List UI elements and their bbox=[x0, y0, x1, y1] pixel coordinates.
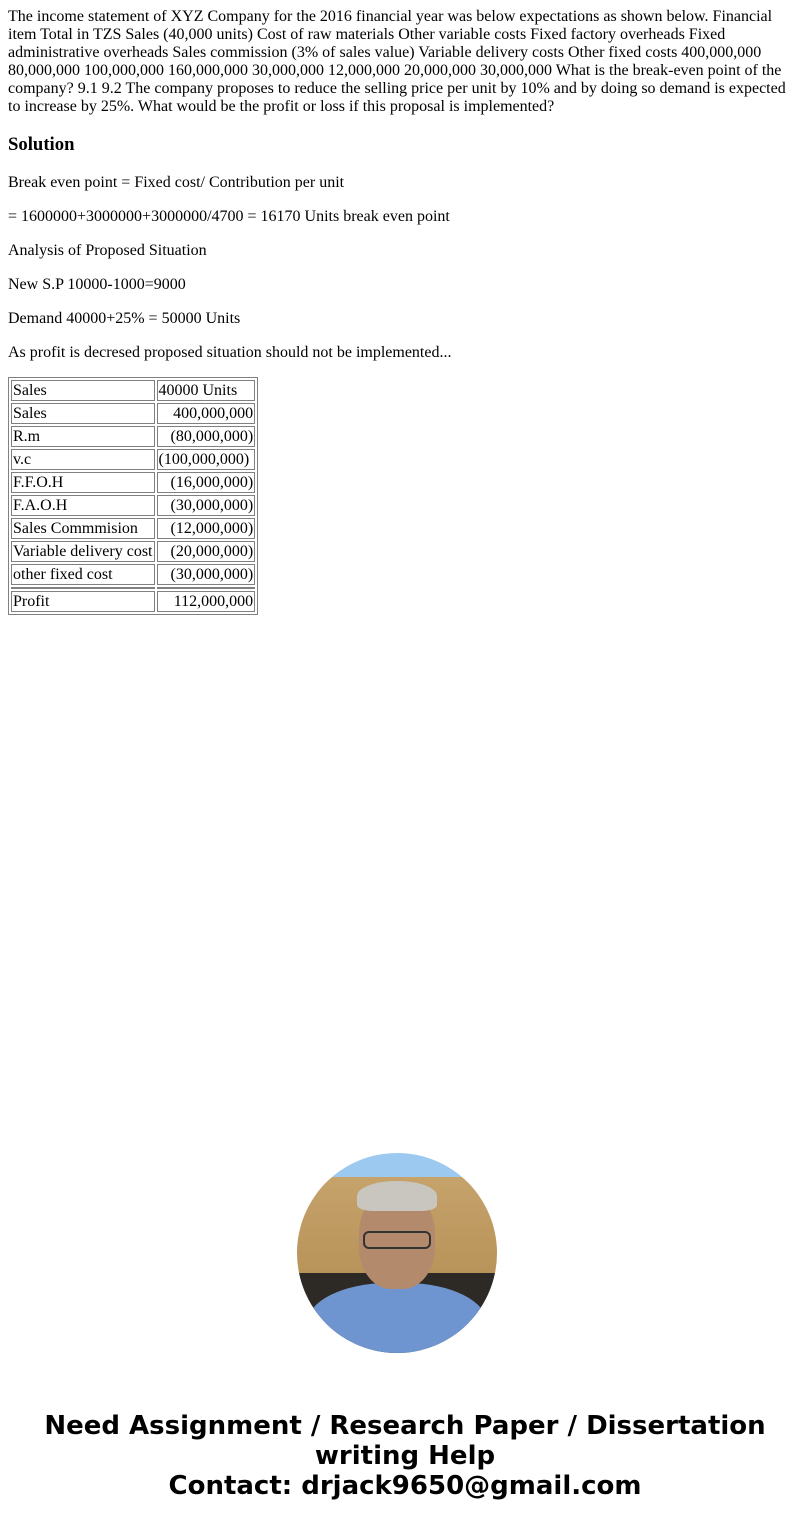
avatar-glasses bbox=[363, 1231, 431, 1249]
table-row bbox=[11, 518, 255, 539]
table-cell: v.c bbox=[11, 449, 155, 470]
table-cell: F.A.O.H bbox=[11, 495, 155, 516]
table-cell: Profit bbox=[11, 591, 155, 612]
solution-paragraph: As profit is decresed proposed situation should not be implemented... bbox=[8, 344, 452, 361]
table-row bbox=[11, 403, 255, 424]
table-cell: (12,000,000) bbox=[157, 518, 256, 539]
solution-paragraph: Analysis of Proposed Situation bbox=[8, 242, 207, 259]
contact-banner bbox=[8, 1411, 794, 1501]
banner-line: Need Assignment / Research Paper / Dissertation bbox=[44, 1411, 766, 1441]
solution-paragraph: = 1600000+3000000+3000000/4700 = 16170 Units break even point bbox=[8, 208, 450, 225]
table-spacer-row bbox=[11, 587, 255, 589]
table-cell: Sales Commmision bbox=[11, 518, 155, 539]
table-cell: (30,000,000) bbox=[157, 564, 256, 585]
table-cell: Sales bbox=[11, 403, 155, 424]
table-row bbox=[11, 472, 255, 493]
table-cell: 112,000,000 bbox=[157, 591, 256, 612]
table-total-row bbox=[11, 591, 255, 612]
table-cell: (16,000,000) bbox=[157, 472, 256, 493]
table-cell: 40000 Units bbox=[157, 380, 256, 401]
avatar-hair bbox=[357, 1181, 437, 1211]
profit-table bbox=[8, 377, 258, 615]
solution-paragraph: Break even point = Fixed cost/ Contribution per unit bbox=[8, 174, 345, 191]
table-cell: Sales bbox=[11, 380, 155, 401]
banner-line: writing Help bbox=[314, 1441, 496, 1471]
table-row bbox=[11, 495, 255, 516]
table-cell bbox=[11, 587, 155, 589]
table-row bbox=[11, 541, 255, 562]
author-avatar-photo bbox=[297, 1153, 497, 1353]
table-row bbox=[11, 380, 255, 401]
table-cell: (30,000,000) bbox=[157, 495, 256, 516]
table-cell: R.m bbox=[11, 426, 155, 447]
table-cell: (80,000,000) bbox=[157, 426, 256, 447]
table-cell: (20,000,000) bbox=[157, 541, 256, 562]
table-cell: other fixed cost bbox=[11, 564, 155, 585]
question-text: The income statement of XYZ Company for the 2016 financial year was below expectations as shown below. Financial item Total in TZS Sales (40,000 units) Cost of raw materials Other variable costs Fixed factory overheads Fixed administrative overheads Sales commission (3% of sales value) Variable delivery costs Other fixed costs 400,000,000 80,000,000 100,000,000 160,000,000 30,000,000 12,000,000 20,000,000 30,000,000 What is the break-even point of the company? 9.1 9.2 The company proposes to reduce the selling price per unit by 10% and by doing so demand is expected to increase by 25%. What would be the profit or loss if this proposal is implemented? bbox=[8, 8, 786, 115]
banner-contact: Contact: drjack9650@gmail.com bbox=[168, 1471, 642, 1501]
table-row bbox=[11, 449, 255, 470]
solution-paragraph: New S.P 10000-1000=9000 bbox=[8, 276, 186, 293]
table-cell: F.F.O.H bbox=[11, 472, 155, 493]
table-cell bbox=[157, 587, 256, 589]
table-row bbox=[11, 564, 255, 585]
avatar-shirt bbox=[307, 1283, 487, 1353]
table-row bbox=[11, 426, 255, 447]
table-cell: (100,000,000) bbox=[157, 449, 256, 470]
table-cell: 400,000,000 bbox=[157, 403, 256, 424]
table-cell: Variable delivery cost bbox=[13, 543, 153, 560]
solution-heading: Solution bbox=[8, 134, 75, 155]
solution-paragraph: Demand 40000+25% = 50000 Units bbox=[8, 310, 241, 327]
